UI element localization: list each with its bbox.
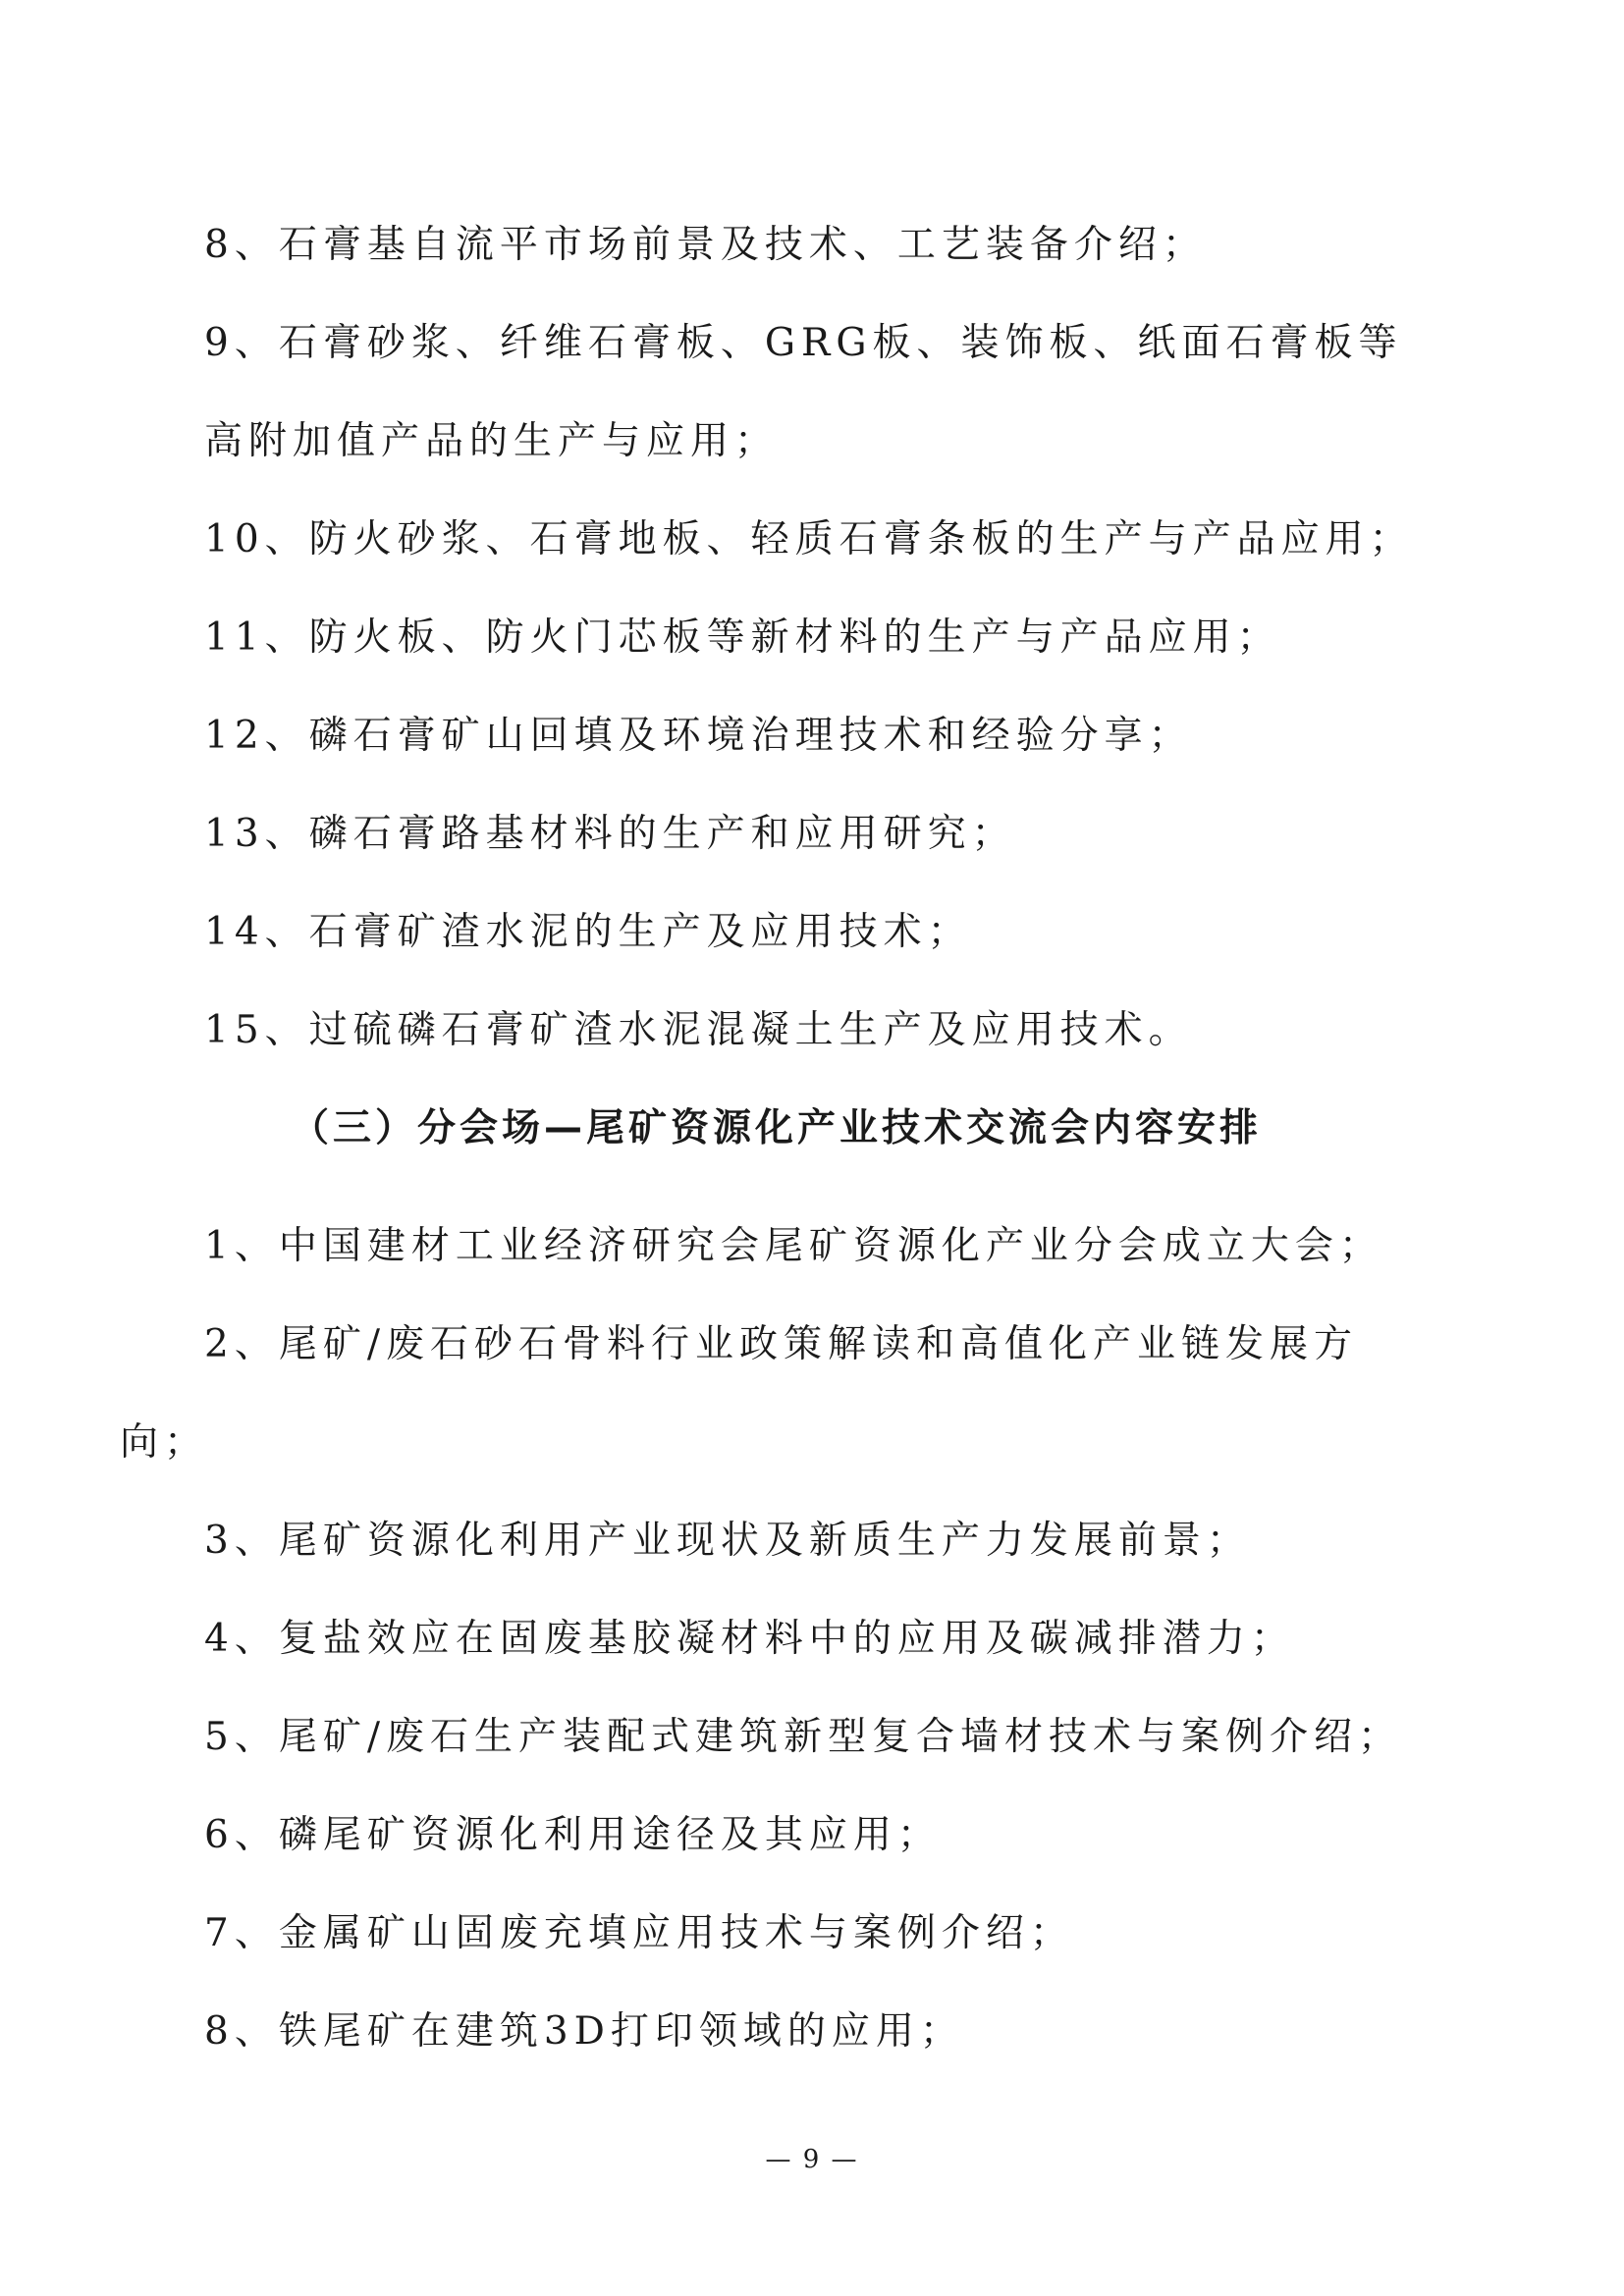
list-item: 12、磷石膏矿山回填及环境治理技术和经验分享； <box>204 714 1193 758</box>
list-item: 1、中国建材工业经济研究会尾矿资源化产业分会成立大会； <box>204 1224 1383 1268</box>
page-number: — 9 — <box>765 2145 859 2174</box>
list-item <box>204 294 1441 491</box>
list-item-text: 9、石膏砂浆、纤维石膏板、GRG板、装饰板、纸面石膏板等高附加值产品的生产与应用； <box>204 321 1403 463</box>
list-item: 14、石膏矿渣水泥的生产及应用技术； <box>204 910 972 954</box>
list-item: 15、过硫磷石膏矿渣水泥混凝土生产及应用技术。 <box>204 1008 1193 1052</box>
list-item: 7、金属矿山固废充填应用技术与案例介绍； <box>204 1911 1074 1955</box>
list-item: 6、磷尾矿资源化利用途径及其应用； <box>204 1813 942 1857</box>
list-item <box>120 1296 1441 1492</box>
list-item: 13、磷石膏路基材料的生产和应用研究； <box>204 812 1016 856</box>
list-item: 3、尾矿资源化利用产业现状及新质生产力发展前景； <box>204 1519 1251 1563</box>
list-item: 5、尾矿/废石生产装配式建筑新型复合墙材技术与案例介绍； <box>204 1715 1402 1759</box>
list-item: 8、石膏基自流平市场前景及技术、工艺装备介绍； <box>204 223 1207 267</box>
list-item-text: 2、尾矿/废石砂石骨料行业政策解读和高值化产业链发展方向； <box>120 1322 1358 1465</box>
list-item: 4、复盐效应在固废基胶凝材料中的应用及碳减排潜力； <box>204 1617 1295 1661</box>
list-item: 11、防火板、防火门芯板等新材料的生产与产品应用； <box>204 615 1281 660</box>
list-item: 10、防火砂浆、石膏地板、轻质石膏条板的生产与产品应用； <box>204 517 1414 561</box>
section-heading: （三）分会场—尾矿资源化产业技术交流会内容安排 <box>291 1106 1263 1150</box>
list-item: 8、铁尾矿在建筑3D打印领域的应用； <box>204 2009 964 2054</box>
